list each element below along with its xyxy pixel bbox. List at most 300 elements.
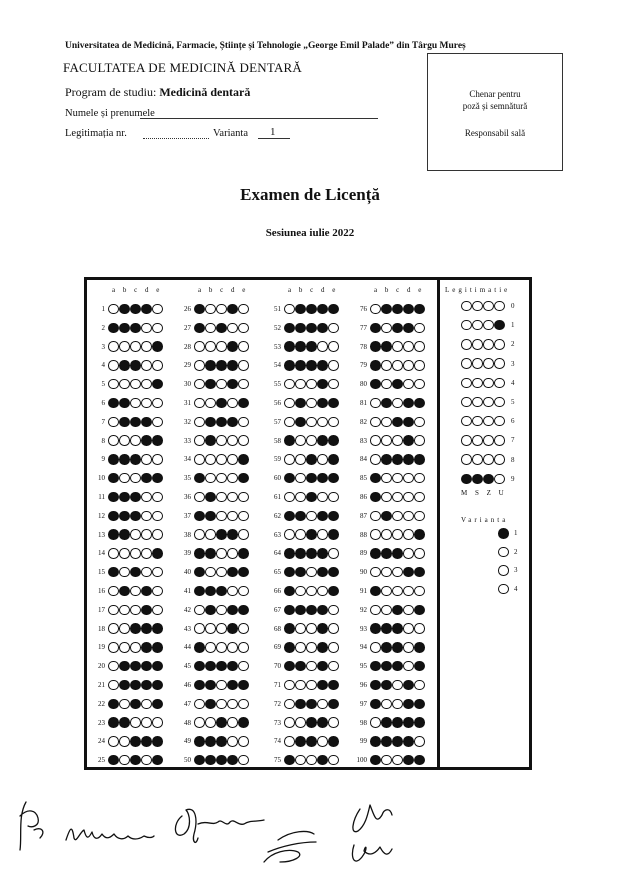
answer-bubble[interactable]	[317, 755, 328, 766]
answer-bubble[interactable]	[392, 435, 403, 446]
answer-bubble[interactable]	[414, 360, 425, 371]
answer-bubble[interactable]	[119, 680, 130, 691]
answer-bubble[interactable]	[108, 492, 119, 503]
answer-bubble[interactable]	[414, 323, 425, 334]
answer-bubble[interactable]	[295, 341, 306, 352]
answer-bubble[interactable]	[306, 567, 317, 578]
answer-bubble[interactable]	[284, 623, 295, 634]
answer-bubble[interactable]	[238, 473, 249, 484]
answer-bubble[interactable]	[306, 642, 317, 653]
answer-bubble[interactable]	[392, 567, 403, 578]
id-bubble[interactable]	[472, 339, 483, 350]
answer-bubble[interactable]	[284, 435, 295, 446]
answer-bubble[interactable]	[238, 529, 249, 540]
id-bubble[interactable]	[494, 416, 505, 427]
answer-bubble[interactable]	[381, 379, 392, 390]
id-bubble[interactable]	[461, 339, 472, 350]
answer-bubble[interactable]	[306, 323, 317, 334]
answer-bubble[interactable]	[216, 435, 227, 446]
answer-bubble[interactable]	[108, 567, 119, 578]
answer-bubble[interactable]	[317, 454, 328, 465]
name-field[interactable]	[140, 118, 378, 119]
answer-bubble[interactable]	[414, 755, 425, 766]
answer-bubble[interactable]	[392, 360, 403, 371]
answer-bubble[interactable]	[130, 680, 141, 691]
variant-bubble[interactable]	[498, 584, 509, 595]
answer-bubble[interactable]	[238, 699, 249, 710]
answer-bubble[interactable]	[328, 417, 339, 428]
answer-bubble[interactable]	[317, 417, 328, 428]
answer-bubble[interactable]	[194, 304, 205, 315]
answer-bubble[interactable]	[328, 699, 339, 710]
answer-bubble[interactable]	[108, 605, 119, 616]
answer-bubble[interactable]	[205, 623, 216, 634]
answer-bubble[interactable]	[295, 661, 306, 672]
answer-bubble[interactable]	[152, 661, 163, 672]
answer-bubble[interactable]	[370, 492, 381, 503]
answer-bubble[interactable]	[205, 661, 216, 672]
id-bubble[interactable]	[461, 397, 472, 408]
answer-bubble[interactable]	[414, 699, 425, 710]
answer-bubble[interactable]	[119, 398, 130, 409]
answer-bubble[interactable]	[194, 360, 205, 371]
answer-bubble[interactable]	[216, 717, 227, 728]
answer-bubble[interactable]	[227, 567, 238, 578]
answer-bubble[interactable]	[306, 717, 317, 728]
id-bubble[interactable]	[494, 454, 505, 465]
answer-bubble[interactable]	[130, 304, 141, 315]
answer-bubble[interactable]	[216, 529, 227, 540]
answer-bubble[interactable]	[227, 642, 238, 653]
answer-bubble[interactable]	[108, 435, 119, 446]
answer-bubble[interactable]	[381, 360, 392, 371]
answer-bubble[interactable]	[284, 417, 295, 428]
answer-bubble[interactable]	[216, 755, 227, 766]
answer-bubble[interactable]	[403, 323, 414, 334]
answer-bubble[interactable]	[403, 736, 414, 747]
answer-bubble[interactable]	[238, 567, 249, 578]
answer-bubble[interactable]	[317, 586, 328, 597]
answer-bubble[interactable]	[238, 379, 249, 390]
answer-bubble[interactable]	[295, 548, 306, 559]
id-bubble[interactable]	[494, 320, 505, 331]
answer-bubble[interactable]	[119, 417, 130, 428]
answer-bubble[interactable]	[108, 379, 119, 390]
answer-bubble[interactable]	[108, 642, 119, 653]
answer-bubble[interactable]	[284, 511, 295, 522]
answer-bubble[interactable]	[295, 605, 306, 616]
answer-bubble[interactable]	[216, 680, 227, 691]
answer-bubble[interactable]	[284, 398, 295, 409]
answer-bubble[interactable]	[108, 548, 119, 559]
answer-bubble[interactable]	[306, 623, 317, 634]
id-bubble[interactable]	[472, 416, 483, 427]
answer-bubble[interactable]	[370, 699, 381, 710]
id-bubble[interactable]	[494, 358, 505, 369]
answer-bubble[interactable]	[392, 717, 403, 728]
answer-bubble[interactable]	[152, 323, 163, 334]
answer-bubble[interactable]	[295, 323, 306, 334]
answer-bubble[interactable]	[130, 699, 141, 710]
id-bubble[interactable]	[483, 416, 494, 427]
answer-bubble[interactable]	[119, 586, 130, 597]
answer-bubble[interactable]	[317, 398, 328, 409]
answer-bubble[interactable]	[392, 454, 403, 465]
answer-bubble[interactable]	[119, 360, 130, 371]
answer-bubble[interactable]	[194, 567, 205, 578]
answer-bubble[interactable]	[381, 661, 392, 672]
answer-bubble[interactable]	[403, 304, 414, 315]
answer-bubble[interactable]	[317, 623, 328, 634]
answer-bubble[interactable]	[108, 304, 119, 315]
answer-bubble[interactable]	[227, 529, 238, 540]
answer-bubble[interactable]	[108, 529, 119, 540]
answer-bubble[interactable]	[392, 417, 403, 428]
answer-bubble[interactable]	[317, 680, 328, 691]
answer-bubble[interactable]	[392, 680, 403, 691]
answer-bubble[interactable]	[119, 379, 130, 390]
answer-bubble[interactable]	[392, 473, 403, 484]
answer-bubble[interactable]	[328, 586, 339, 597]
answer-bubble[interactable]	[205, 360, 216, 371]
answer-bubble[interactable]	[141, 586, 152, 597]
answer-bubble[interactable]	[227, 492, 238, 503]
answer-bubble[interactable]	[306, 529, 317, 540]
answer-bubble[interactable]	[119, 492, 130, 503]
variant-bubble[interactable]	[498, 565, 509, 576]
answer-bubble[interactable]	[370, 323, 381, 334]
answer-bubble[interactable]	[317, 548, 328, 559]
answer-bubble[interactable]	[108, 398, 119, 409]
answer-bubble[interactable]	[130, 642, 141, 653]
answer-bubble[interactable]	[392, 623, 403, 634]
answer-bubble[interactable]	[403, 699, 414, 710]
answer-bubble[interactable]	[152, 605, 163, 616]
answer-bubble[interactable]	[205, 341, 216, 352]
answer-bubble[interactable]	[194, 323, 205, 334]
answer-bubble[interactable]	[328, 435, 339, 446]
answer-bubble[interactable]	[152, 642, 163, 653]
answer-bubble[interactable]	[392, 379, 403, 390]
answer-bubble[interactable]	[328, 680, 339, 691]
answer-bubble[interactable]	[284, 529, 295, 540]
answer-bubble[interactable]	[295, 435, 306, 446]
answer-bubble[interactable]	[194, 529, 205, 540]
answer-bubble[interactable]	[194, 623, 205, 634]
answer-bubble[interactable]	[414, 680, 425, 691]
answer-bubble[interactable]	[370, 755, 381, 766]
answer-bubble[interactable]	[284, 360, 295, 371]
answer-bubble[interactable]	[370, 623, 381, 634]
answer-bubble[interactable]	[119, 529, 130, 540]
answer-bubble[interactable]	[328, 736, 339, 747]
answer-bubble[interactable]	[152, 492, 163, 503]
answer-bubble[interactable]	[370, 473, 381, 484]
answer-bubble[interactable]	[194, 341, 205, 352]
answer-bubble[interactable]	[295, 755, 306, 766]
answer-bubble[interactable]	[392, 755, 403, 766]
answer-bubble[interactable]	[317, 529, 328, 540]
id-bubble[interactable]	[461, 320, 472, 331]
answer-bubble[interactable]	[141, 398, 152, 409]
answer-bubble[interactable]	[238, 605, 249, 616]
answer-bubble[interactable]	[141, 473, 152, 484]
answer-bubble[interactable]	[392, 323, 403, 334]
answer-bubble[interactable]	[119, 435, 130, 446]
answer-bubble[interactable]	[194, 417, 205, 428]
answer-bubble[interactable]	[141, 642, 152, 653]
answer-bubble[interactable]	[227, 304, 238, 315]
answer-bubble[interactable]	[194, 680, 205, 691]
answer-bubble[interactable]	[328, 661, 339, 672]
answer-bubble[interactable]	[152, 548, 163, 559]
answer-bubble[interactable]	[141, 717, 152, 728]
answer-bubble[interactable]	[295, 642, 306, 653]
answer-bubble[interactable]	[152, 511, 163, 522]
answer-bubble[interactable]	[317, 323, 328, 334]
id-bubble[interactable]	[472, 301, 483, 312]
answer-bubble[interactable]	[152, 473, 163, 484]
answer-bubble[interactable]	[370, 398, 381, 409]
answer-bubble[interactable]	[381, 454, 392, 465]
answer-bubble[interactable]	[141, 605, 152, 616]
answer-bubble[interactable]	[328, 548, 339, 559]
answer-bubble[interactable]	[370, 605, 381, 616]
answer-bubble[interactable]	[295, 567, 306, 578]
answer-bubble[interactable]	[141, 680, 152, 691]
answer-bubble[interactable]	[381, 755, 392, 766]
answer-bubble[interactable]	[306, 736, 317, 747]
answer-bubble[interactable]	[141, 435, 152, 446]
answer-bubble[interactable]	[328, 304, 339, 315]
answer-bubble[interactable]	[284, 755, 295, 766]
answer-bubble[interactable]	[306, 548, 317, 559]
answer-bubble[interactable]	[119, 323, 130, 334]
answer-bubble[interactable]	[205, 435, 216, 446]
answer-bubble[interactable]	[205, 755, 216, 766]
answer-bubble[interactable]	[108, 680, 119, 691]
answer-bubble[interactable]	[216, 586, 227, 597]
answer-bubble[interactable]	[392, 304, 403, 315]
answer-bubble[interactable]	[205, 529, 216, 540]
answer-bubble[interactable]	[238, 360, 249, 371]
answer-bubble[interactable]	[216, 548, 227, 559]
answer-bubble[interactable]	[306, 680, 317, 691]
answer-bubble[interactable]	[403, 398, 414, 409]
answer-bubble[interactable]	[141, 454, 152, 465]
answer-bubble[interactable]	[370, 417, 381, 428]
id-bubble[interactable]	[494, 474, 505, 485]
id-bubble[interactable]	[483, 378, 494, 389]
answer-bubble[interactable]	[381, 567, 392, 578]
answer-bubble[interactable]	[205, 567, 216, 578]
answer-bubble[interactable]	[317, 567, 328, 578]
answer-bubble[interactable]	[205, 379, 216, 390]
answer-bubble[interactable]	[205, 717, 216, 728]
answer-bubble[interactable]	[284, 736, 295, 747]
answer-bubble[interactable]	[414, 417, 425, 428]
answer-bubble[interactable]	[370, 661, 381, 672]
answer-bubble[interactable]	[381, 529, 392, 540]
answer-bubble[interactable]	[370, 548, 381, 559]
answer-bubble[interactable]	[216, 304, 227, 315]
answer-bubble[interactable]	[328, 567, 339, 578]
answer-bubble[interactable]	[108, 473, 119, 484]
answer-bubble[interactable]	[141, 511, 152, 522]
answer-bubble[interactable]	[381, 398, 392, 409]
id-bubble[interactable]	[494, 301, 505, 312]
answer-bubble[interactable]	[414, 511, 425, 522]
answer-bubble[interactable]	[141, 304, 152, 315]
answer-bubble[interactable]	[227, 379, 238, 390]
answer-bubble[interactable]	[141, 699, 152, 710]
answer-bubble[interactable]	[227, 398, 238, 409]
answer-bubble[interactable]	[306, 492, 317, 503]
answer-bubble[interactable]	[119, 642, 130, 653]
answer-bubble[interactable]	[370, 680, 381, 691]
answer-bubble[interactable]	[205, 586, 216, 597]
answer-bubble[interactable]	[216, 661, 227, 672]
answer-bubble[interactable]	[403, 417, 414, 428]
answer-bubble[interactable]	[108, 755, 119, 766]
answer-bubble[interactable]	[194, 473, 205, 484]
answer-bubble[interactable]	[284, 304, 295, 315]
answer-bubble[interactable]	[328, 379, 339, 390]
answer-bubble[interactable]	[119, 661, 130, 672]
answer-bubble[interactable]	[194, 586, 205, 597]
answer-bubble[interactable]	[119, 341, 130, 352]
answer-bubble[interactable]	[284, 567, 295, 578]
answer-bubble[interactable]	[392, 548, 403, 559]
id-field[interactable]	[143, 138, 209, 139]
answer-bubble[interactable]	[392, 586, 403, 597]
answer-bubble[interactable]	[152, 736, 163, 747]
answer-bubble[interactable]	[238, 454, 249, 465]
variant-field[interactable]	[258, 138, 290, 139]
answer-bubble[interactable]	[403, 341, 414, 352]
answer-bubble[interactable]	[141, 360, 152, 371]
answer-bubble[interactable]	[328, 717, 339, 728]
answer-bubble[interactable]	[227, 623, 238, 634]
answer-bubble[interactable]	[284, 473, 295, 484]
answer-bubble[interactable]	[216, 699, 227, 710]
answer-bubble[interactable]	[238, 492, 249, 503]
answer-bubble[interactable]	[403, 473, 414, 484]
id-bubble[interactable]	[472, 320, 483, 331]
answer-bubble[interactable]	[141, 755, 152, 766]
answer-bubble[interactable]	[284, 661, 295, 672]
answer-bubble[interactable]	[108, 623, 119, 634]
answer-bubble[interactable]	[370, 304, 381, 315]
answer-bubble[interactable]	[317, 717, 328, 728]
answer-bubble[interactable]	[238, 680, 249, 691]
answer-bubble[interactable]	[306, 605, 317, 616]
answer-bubble[interactable]	[194, 661, 205, 672]
answer-bubble[interactable]	[108, 341, 119, 352]
answer-bubble[interactable]	[392, 511, 403, 522]
answer-bubble[interactable]	[119, 736, 130, 747]
answer-bubble[interactable]	[238, 398, 249, 409]
answer-bubble[interactable]	[238, 548, 249, 559]
answer-bubble[interactable]	[306, 454, 317, 465]
answer-bubble[interactable]	[130, 473, 141, 484]
answer-bubble[interactable]	[152, 623, 163, 634]
answer-bubble[interactable]	[227, 454, 238, 465]
answer-bubble[interactable]	[381, 717, 392, 728]
id-bubble[interactable]	[472, 454, 483, 465]
answer-bubble[interactable]	[216, 736, 227, 747]
answer-bubble[interactable]	[370, 511, 381, 522]
answer-bubble[interactable]	[227, 680, 238, 691]
answer-bubble[interactable]	[328, 341, 339, 352]
id-bubble[interactable]	[494, 339, 505, 350]
answer-bubble[interactable]	[152, 755, 163, 766]
answer-bubble[interactable]	[141, 417, 152, 428]
answer-bubble[interactable]	[119, 755, 130, 766]
answer-bubble[interactable]	[381, 341, 392, 352]
answer-bubble[interactable]	[194, 717, 205, 728]
answer-bubble[interactable]	[108, 454, 119, 465]
answer-bubble[interactable]	[205, 605, 216, 616]
answer-bubble[interactable]	[152, 304, 163, 315]
answer-bubble[interactable]	[370, 341, 381, 352]
answer-bubble[interactable]	[152, 341, 163, 352]
answer-bubble[interactable]	[227, 341, 238, 352]
answer-bubble[interactable]	[381, 680, 392, 691]
answer-bubble[interactable]	[119, 699, 130, 710]
answer-bubble[interactable]	[414, 605, 425, 616]
answer-bubble[interactable]	[317, 304, 328, 315]
answer-bubble[interactable]	[306, 661, 317, 672]
answer-bubble[interactable]	[403, 548, 414, 559]
answer-bubble[interactable]	[328, 623, 339, 634]
answer-bubble[interactable]	[328, 755, 339, 766]
answer-bubble[interactable]	[194, 454, 205, 465]
answer-bubble[interactable]	[108, 736, 119, 747]
answer-bubble[interactable]	[306, 341, 317, 352]
answer-bubble[interactable]	[392, 699, 403, 710]
answer-bubble[interactable]	[194, 511, 205, 522]
answer-bubble[interactable]	[403, 435, 414, 446]
answer-bubble[interactable]	[295, 680, 306, 691]
answer-bubble[interactable]	[141, 529, 152, 540]
answer-bubble[interactable]	[317, 661, 328, 672]
answer-bubble[interactable]	[295, 736, 306, 747]
answer-bubble[interactable]	[295, 623, 306, 634]
answer-bubble[interactable]	[284, 548, 295, 559]
id-bubble[interactable]	[461, 435, 472, 446]
answer-bubble[interactable]	[216, 398, 227, 409]
answer-bubble[interactable]	[194, 605, 205, 616]
answer-bubble[interactable]	[284, 586, 295, 597]
answer-bubble[interactable]	[392, 529, 403, 540]
answer-bubble[interactable]	[152, 360, 163, 371]
answer-bubble[interactable]	[238, 304, 249, 315]
answer-bubble[interactable]	[317, 642, 328, 653]
answer-bubble[interactable]	[130, 736, 141, 747]
answer-bubble[interactable]	[284, 680, 295, 691]
answer-bubble[interactable]	[130, 341, 141, 352]
answer-bubble[interactable]	[194, 736, 205, 747]
answer-bubble[interactable]	[227, 755, 238, 766]
answer-bubble[interactable]	[295, 454, 306, 465]
answer-bubble[interactable]	[205, 417, 216, 428]
answer-bubble[interactable]	[216, 454, 227, 465]
answer-bubble[interactable]	[194, 642, 205, 653]
answer-bubble[interactable]	[194, 398, 205, 409]
answer-bubble[interactable]	[108, 586, 119, 597]
answer-bubble[interactable]	[227, 661, 238, 672]
